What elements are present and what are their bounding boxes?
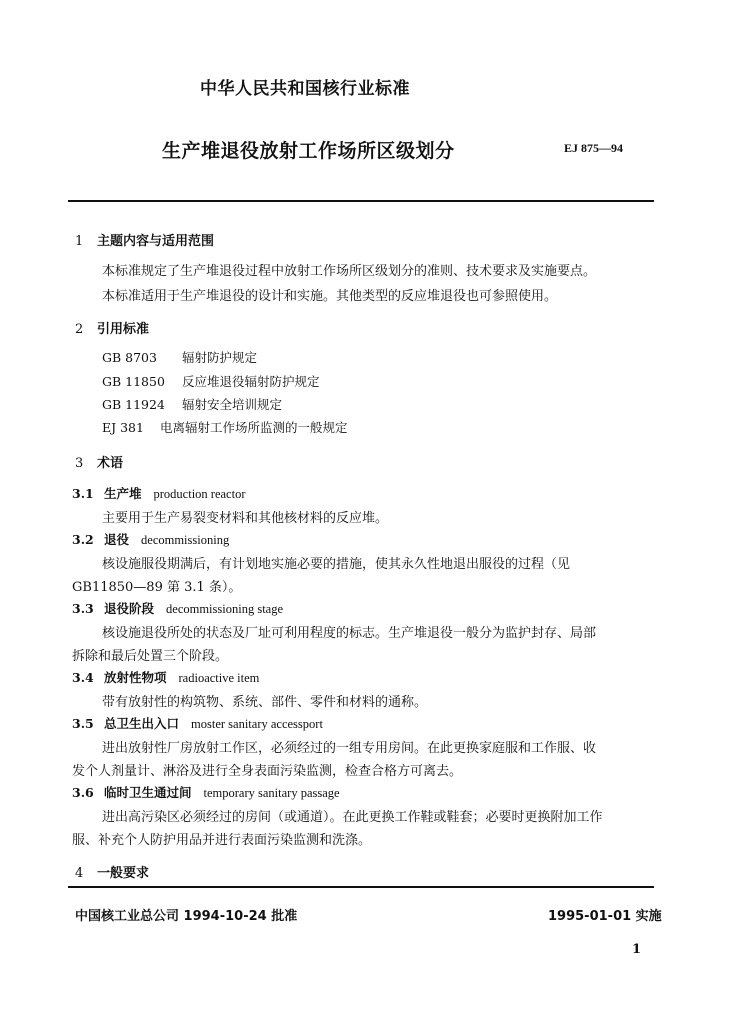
term-heading: 3.6 临时卫生通过间 temporary sanitary passage [72, 785, 340, 800]
section-4-heading: 4 一般要求 [75, 866, 150, 881]
term-definition: 进出高污染区必须经过的房间（或通道）。在此更换工作鞋或鞋套；必要时更换附加工作 [102, 810, 603, 825]
term-heading: 3.3 退役阶段 decommissioning stage [72, 601, 284, 616]
header-rule [68, 200, 654, 202]
doc-code: EJ 875—94 [564, 141, 624, 155]
page-number: 1 [632, 942, 642, 957]
section-2-heading: 2 引用标准 [75, 322, 150, 337]
reference-item: EJ 381 电离辐射工作场所监测的一般规定 [102, 420, 348, 435]
doc-title: 生产堆退役放射工作场所区级划分 [162, 140, 455, 162]
term-definition: 发个人剂量计、淋浴及进行全身表面污染监测，检查合格方可离去。 [72, 764, 463, 779]
term-definition: 核设施服役期满后，有计划地实施必要的措施，使其永久性地退出服役的过程（见 [102, 557, 571, 572]
reference-item: GB 11924 辐射安全培训规定 [102, 397, 283, 412]
term-heading: 3.1 生产堆 production reactor [72, 486, 246, 501]
term-definition: 核设施退役所处的状态及厂址可利用程度的标志。生产堆退役一般分为监护封存、局部 [102, 626, 597, 641]
reference-item: GB 11850 反应堆退役辐射防护规定 [102, 374, 320, 389]
term-definition: 服、补充个人防护用品并进行表面污染监测和洗涤。 [72, 833, 372, 848]
term-heading: 3.4 放射性物项 radioactive item [72, 670, 260, 685]
standard-category: 中华人民共和国核行业标准 [200, 79, 410, 99]
section-1-para-2: 本标准适用于生产堆退役的设计和实施。其他类型的反应堆退役也可参照使用。 [102, 289, 558, 304]
term-definition: 拆除和最后处置三个阶段。 [72, 649, 229, 664]
footer-rule [68, 886, 654, 888]
term-heading: 3.2 退役 decommissioning [72, 532, 230, 547]
section-1-para-1: 本标准规定了生产堆退役过程中放射工作场所区级划分的准则、技术要求及实施要点。 [102, 264, 597, 279]
section-1-heading: 1 主题内容与适用范围 [75, 234, 215, 249]
term-definition: GB11850—89 第 3.1 条）。 [72, 580, 242, 595]
term-definition: 进出放射性厂房放射工作区，必须经过的一组专用房间。在此更换家庭服和工作服、收 [102, 741, 597, 756]
reference-item: GB 8703 辐射防护规定 [102, 350, 258, 365]
term-definition: 主要用于生产易裂变材料和其他核材料的反应堆。 [102, 511, 389, 526]
term-heading: 3.5 总卫生出入口 moster sanitary accessport [72, 716, 323, 731]
effective-date: 1995-01-01 实施 [548, 909, 662, 924]
section-3-heading: 3 术语 [75, 456, 124, 471]
approval-line: 中国核工业总公司 1994-10-24 批准 [75, 909, 298, 924]
term-definition: 带有放射性的构筑物、系统、部件、零件和材料的通称。 [102, 695, 428, 710]
